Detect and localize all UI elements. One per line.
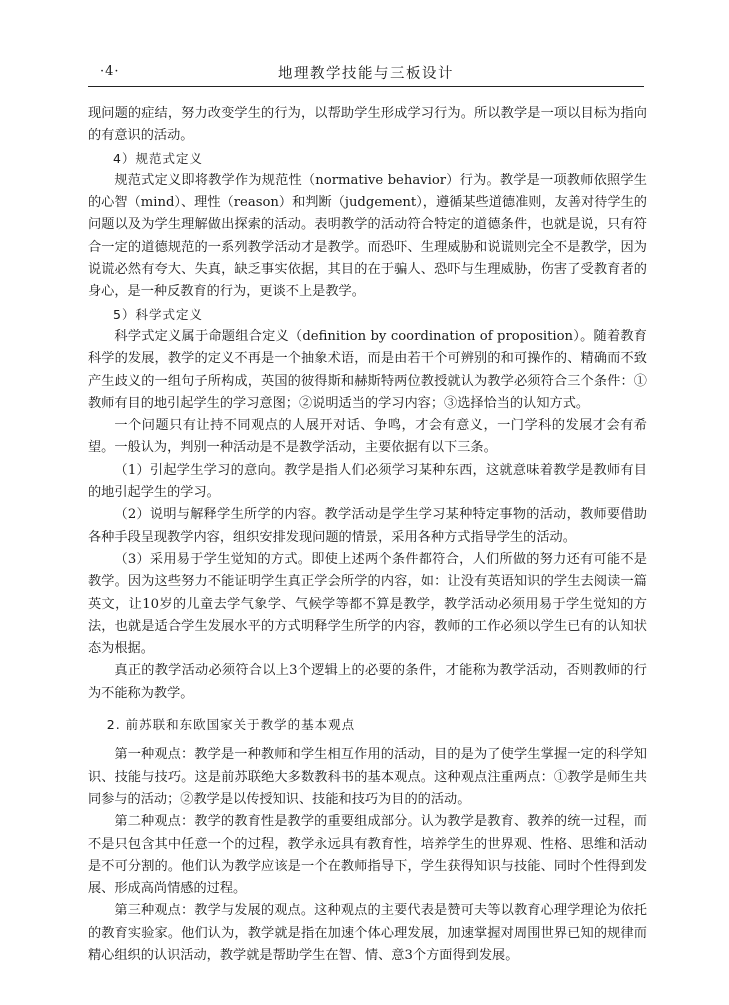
running-header xyxy=(88,62,644,87)
page-number: ·4· xyxy=(100,64,120,79)
page-body xyxy=(88,103,647,967)
paragraph: 第三种观点：教学与发展的观点。这种观点的主要代表是赞可夫等以教育心理学理论为依托的教育实验家。他们认为，教学就是指在加速个体心理发展，加速掌握对周围世界已知的规律而精心组织的认识活动，教学就是帮助学生在智、情、意3个方面得到发展。 xyxy=(88,903,647,963)
subheading-scientific-definition: 5）科学式定义 xyxy=(113,306,203,322)
list-item: （1）引起学生学习的意向。教学是指人们必须学习某种东西，这就意味着教学是教师有目的地引起学生的学习。 xyxy=(88,462,647,501)
paragraph: 科学式定义属于命题组合定义（definition by coordination of proposition）。随着教育科学的发展，教学的定义不再是一个抽象术语，而是由若干个可辨别的和可操作的、精确而不致产生歧义的一组句子所构成，英国的彼得斯和赫斯特两位教授就认为教学必须符合三个条件：①教师有目的地引起学生的学习意图；②说明适当的学习内容；③选择恰当的认知方式。 xyxy=(88,328,647,411)
paragraph: 第二种观点：教学的教育性是教学的重要组成部分。认为教学是教育、教养的统一过程，而不是只包含其中任意一个的过程，教学永远具有教育性，培养学生的世界观、性格、思维和活动是不可分割的。他们认为教学应该是一个在教师指导下，学生获得知识与技能、同时个性得到发展、形成高尚情感的过程。 xyxy=(88,814,647,897)
running-title: 地理教学技能与三板设计 xyxy=(278,66,454,82)
list-item: （3）采用易于学生觉知的方式。即使上述两个条件都符合，人们所做的努力还有可能不是教学。因为这些努力不能证明学生真正学会所学的内容，如：让没有英语知识的学生去阅读一篇英文，让10岁的儿童去学气象学、气候学等都不算是教学，教学活动必须用易于学生觉知的方法，也就是适合学生发展水平的方式明释学生所学的内容，教师的工作必须以学生已有的认知状态为根据。 xyxy=(88,551,647,657)
section-heading: 2. 前苏联和东欧国家关于教学的基本观点 xyxy=(106,717,356,733)
paragraph: 一个问题只有让持不同观点的人展开对话、争鸣，才会有意义，一门学科的发展才会有希望。一般认为，判别一种活动是不是教学活动，主要依据有以下三条。 xyxy=(88,418,647,456)
paragraph: 规范式定义即将教学作为规范性（normative behavior）行为。教学是一项教师依照学生的心智（mind）、理性（reason）和判断（judgement），遵循某些道德准则，友善对待学生的问题以及为学生理解做出探索的活动。表明教学的活动符合特定的道德条件，也就是说，只有符合一定的道德规范的一系列教学活动才是教学。而恐吓、生理威胁和说谎则完全不是教学，因为说谎必然有夸大、失真，缺乏事实依据，其目的在于骗人、恐吓与生理威胁，伤害了受教育者的身心，是一种反教育的行为，更谈不上是教学。 xyxy=(88,172,647,300)
continued-paragraph: 现问题的症结，努力改变学生的行为，以帮助学生形成学习行为。所以教学是一项以目标为指向的有意识的活动。 xyxy=(88,106,647,144)
subheading-normative-definition: 4）规范式定义 xyxy=(113,150,203,166)
list-item: （2）说明与解释学生所学的内容。教学活动是学生学习某种特定事物的活动，教师要借助各种手段呈现教学内容，组织安排发现问题的情景，采用各种方式指导学生的活动。 xyxy=(88,507,647,545)
paragraph: 第一种观点：教学是一种教师和学生相互作用的活动，目的是为了使学生掌握一定的科学知识、技能与技巧。这是前苏联绝大多数教科书的基本观点。这种观点注重两点：①教学是师生共同参与的活动；②教学是以传授知识、技能和技巧为目的的活动。 xyxy=(88,747,647,807)
paragraph: 真正的教学活动必须符合以上3个逻辑上的必要的条件，才能称为教学活动，否则教师的行为不能称为教学。 xyxy=(88,663,647,701)
